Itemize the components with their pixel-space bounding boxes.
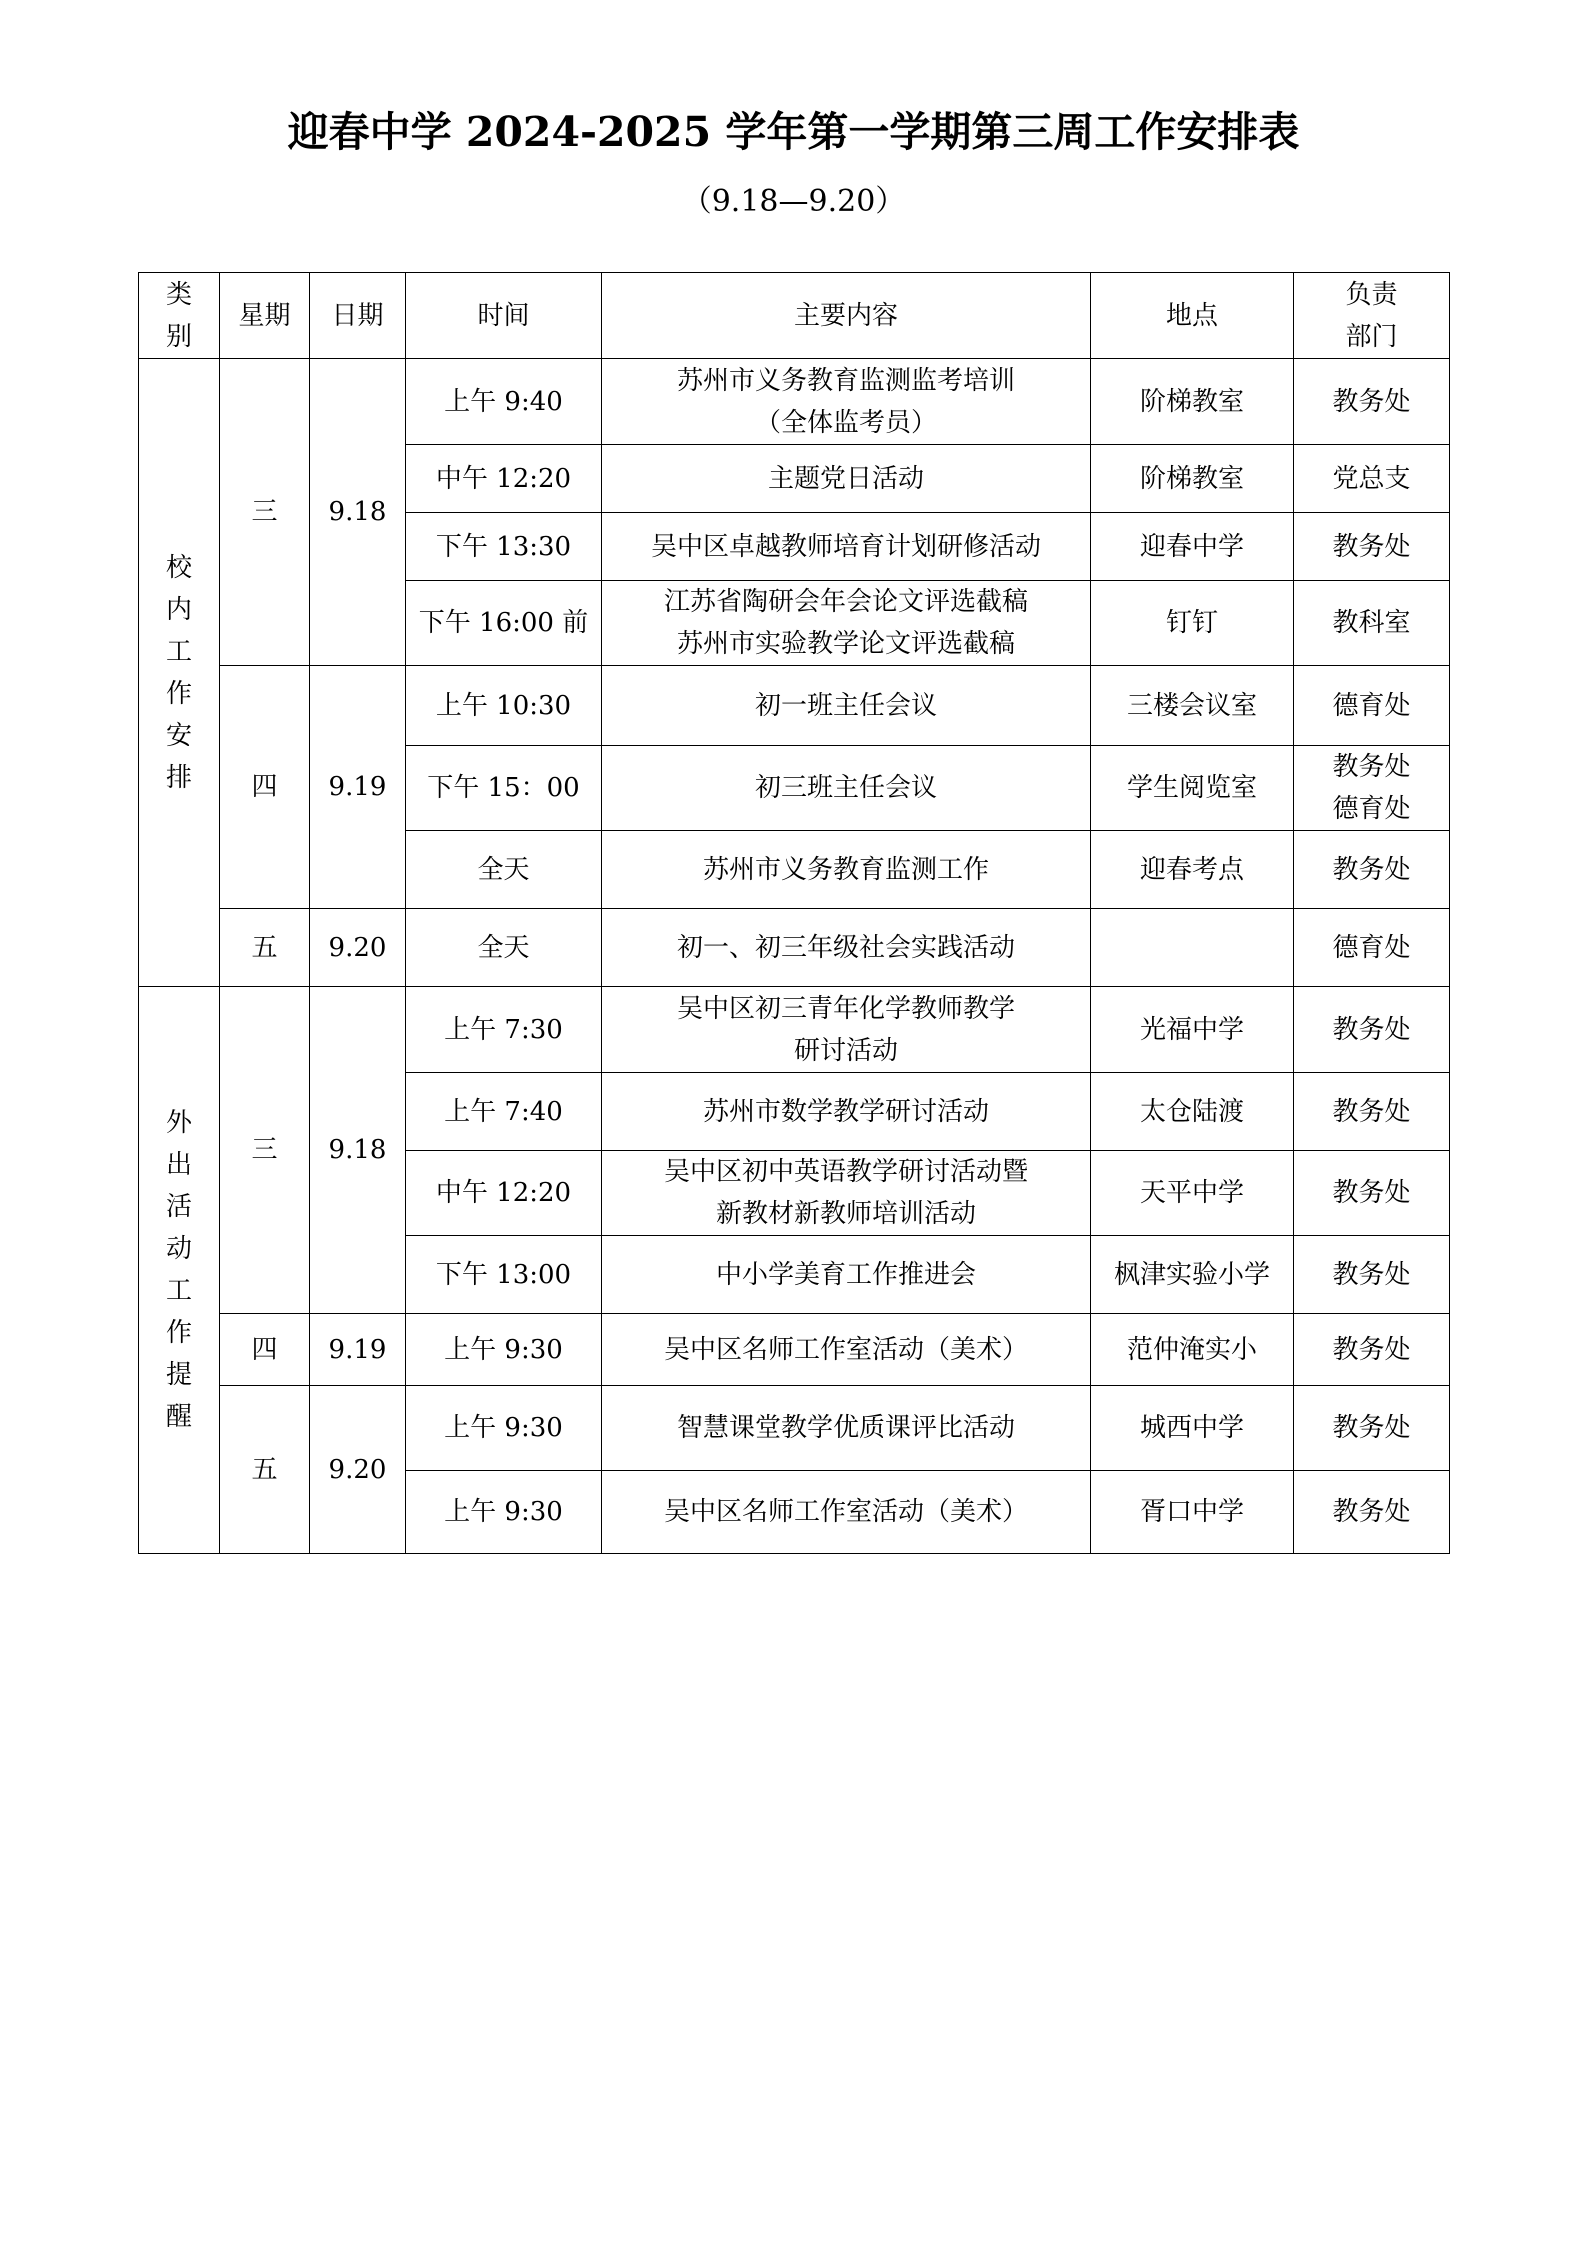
weekday-cell: 五 [220, 1386, 310, 1554]
place-cell: 三楼会议室 [1091, 666, 1294, 746]
dept-line: 教务处 [1332, 1178, 1411, 1208]
place-cell: 迎春中学 [1091, 513, 1294, 581]
content-cell [602, 1314, 1091, 1386]
date-range-subtitle: （9.18—9.20） [681, 184, 906, 219]
time-cell: 上午 7:40 [406, 1073, 602, 1151]
content-line: 吴中区卓越教师培育计划研修活动 [650, 531, 1041, 562]
header-dept: 负责 部门 [1294, 273, 1450, 359]
content-cell [602, 909, 1091, 987]
content-cell [602, 1073, 1091, 1151]
dept-cell [1294, 666, 1450, 746]
dept-line: 德育处 [1332, 690, 1411, 721]
time-cell: 中午 12:20 [406, 1151, 602, 1236]
header-content: 主要内容 [602, 273, 1091, 359]
weekday-cell: 五 [220, 909, 310, 987]
dept-cell [1294, 1471, 1450, 1554]
dept-line: 教务处 [1332, 752, 1411, 782]
content-cell [602, 746, 1091, 831]
dept-line: 教务处 [1332, 1497, 1411, 1527]
content-line: 中小学美育工作推进会 [715, 1259, 976, 1290]
time-cell: 上午 7:30 [406, 987, 602, 1073]
content-cell [602, 445, 1091, 513]
dept-line: 教务处 [1332, 1096, 1411, 1127]
weekday-cell: 四 [220, 666, 310, 909]
dept-cell [1294, 1236, 1450, 1314]
place-cell: 城西中学 [1091, 1386, 1294, 1471]
weekday-cell: 三 [220, 359, 310, 666]
table-row [139, 987, 1450, 1073]
table-row [139, 1314, 1450, 1386]
weekday-cell: 三 [220, 987, 310, 1314]
content-line: 初一、初三年级社会实践活动 [676, 932, 1015, 963]
date-cell: 9.20 [310, 909, 406, 987]
dept-line: 德育处 [1332, 794, 1411, 824]
dept-cell [1294, 359, 1450, 445]
place-cell [1091, 909, 1294, 987]
content-line: 研讨活动 [793, 1035, 898, 1066]
dept-line: 教科室 [1332, 608, 1411, 638]
content-cell [602, 987, 1091, 1073]
header-weekday: 星期 [220, 273, 310, 359]
dept-line: 教务处 [1332, 854, 1411, 885]
content-cell [602, 1386, 1091, 1471]
time-cell: 中午 12:20 [406, 445, 602, 513]
content-line: 初一班主任会议 [754, 690, 937, 721]
content-cell [602, 513, 1091, 581]
date-cell: 9.20 [310, 1386, 406, 1554]
dept-line: 教务处 [1332, 1334, 1411, 1365]
place-cell: 枫津实验小学 [1091, 1236, 1294, 1314]
table-row [139, 909, 1450, 987]
dept-cell [1294, 1073, 1450, 1151]
content-cell [602, 666, 1091, 746]
category-char: 出 [165, 1150, 192, 1180]
time-cell: 下午 13:30 [406, 513, 602, 581]
content-cell [602, 359, 1091, 445]
place-cell: 阶梯教室 [1091, 359, 1294, 445]
dept-cell [1294, 987, 1450, 1073]
table-row [139, 666, 1450, 746]
content-line: 苏州市实验教学论文评选截稿 [676, 629, 1015, 659]
time-cell: 上午 9:30 [406, 1386, 602, 1471]
date-cell: 9.18 [310, 987, 406, 1314]
place-cell: 范仲淹实小 [1091, 1314, 1294, 1386]
dept-line: 党总支 [1332, 463, 1411, 494]
content-line: 智慧课堂教学优质课评比活动 [676, 1413, 1015, 1443]
content-line: 主题党日活动 [767, 463, 924, 494]
time-cell: 下午 13:00 [406, 1236, 602, 1314]
header-category: 类 别 [139, 273, 220, 359]
content-line: 吴中区初中英语教学研讨活动暨 [663, 1157, 1028, 1187]
category-char: 作 [165, 1318, 192, 1348]
date-cell: 9.18 [310, 359, 406, 666]
dept-cell [1294, 581, 1450, 666]
content-cell [602, 1236, 1091, 1314]
place-cell: 迎春考点 [1091, 831, 1294, 909]
content-line: 初三班主任会议 [754, 773, 937, 803]
category-char: 作 [165, 678, 192, 709]
place-cell: 阶梯教室 [1091, 445, 1294, 513]
header-row [139, 273, 1450, 359]
content-line: 吴中区初三青年化学教师教学 [676, 993, 1015, 1024]
category-char: 排 [165, 762, 192, 793]
content-line: 江苏省陶研会年会论文评选截稿 [663, 587, 1028, 617]
category-cell [139, 359, 220, 987]
content-line: （全体监考员） [754, 407, 937, 438]
content-line: 吴中区名师工作室活动（美术） [663, 1497, 1028, 1527]
content-line: 新教材新教师培训活动 [715, 1199, 976, 1229]
content-line: 苏州市数学教学研讨活动 [702, 1096, 989, 1127]
category-char: 工 [165, 1276, 192, 1306]
time-cell: 全天 [406, 831, 602, 909]
time-cell: 下午 15：00 [406, 746, 602, 831]
time-cell: 全天 [406, 909, 602, 987]
category-char: 外 [165, 1108, 192, 1138]
place-cell: 光福中学 [1091, 987, 1294, 1073]
category-char: 动 [165, 1234, 192, 1264]
dept-line: 教务处 [1332, 1259, 1411, 1290]
dept-cell [1294, 513, 1450, 581]
dept-line: 教务处 [1332, 531, 1411, 562]
date-cell: 9.19 [310, 1314, 406, 1386]
content-line: 吴中区名师工作室活动（美术） [663, 1334, 1028, 1365]
dept-cell [1294, 746, 1450, 831]
place-cell: 太仓陆渡 [1091, 1073, 1294, 1151]
place-cell: 钉钉 [1091, 581, 1294, 666]
category-char: 内 [165, 594, 192, 625]
time-cell: 下午 16:00 前 [406, 581, 602, 666]
content-line: 苏州市义务教育监测工作 [702, 854, 989, 885]
category-char: 提 [165, 1360, 192, 1390]
date-cell: 9.19 [310, 666, 406, 909]
content-cell [602, 1151, 1091, 1236]
table-row [139, 1386, 1450, 1471]
dept-line: 德育处 [1332, 932, 1411, 963]
header-time: 时间 [406, 273, 602, 359]
dept-cell [1294, 1151, 1450, 1236]
category-char: 校 [165, 552, 192, 583]
category-cell [139, 987, 220, 1554]
dept-cell [1294, 831, 1450, 909]
header-place: 地点 [1091, 273, 1294, 359]
dept-cell [1294, 1386, 1450, 1471]
dept-line: 教务处 [1332, 1014, 1411, 1045]
table-row [139, 359, 1450, 445]
content-cell [602, 831, 1091, 909]
category-char: 活 [165, 1192, 192, 1222]
schedule-table [138, 272, 1450, 1554]
time-cell: 上午 9:40 [406, 359, 602, 445]
dept-line: 教务处 [1332, 1413, 1411, 1443]
category-char: 工 [165, 636, 192, 667]
place-cell: 天平中学 [1091, 1151, 1294, 1236]
place-cell: 学生阅览室 [1091, 746, 1294, 831]
place-cell: 胥口中学 [1091, 1471, 1294, 1554]
time-cell: 上午 10:30 [406, 666, 602, 746]
content-cell [602, 581, 1091, 666]
content-line: 苏州市义务教育监测监考培训 [676, 365, 1015, 396]
content-cell [602, 1471, 1091, 1554]
category-char: 醒 [165, 1402, 192, 1432]
dept-cell [1294, 445, 1450, 513]
dept-cell [1294, 909, 1450, 987]
weekday-cell: 四 [220, 1314, 310, 1386]
header-date: 日期 [310, 273, 406, 359]
time-cell: 上午 9:30 [406, 1471, 602, 1554]
page-title: 迎春中学 2024-2025 学年第一学期第三周工作安排表 [287, 108, 1300, 156]
category-char: 安 [165, 720, 192, 751]
time-cell: 上午 9:30 [406, 1314, 602, 1386]
dept-cell [1294, 1314, 1450, 1386]
dept-line: 教务处 [1332, 386, 1411, 417]
